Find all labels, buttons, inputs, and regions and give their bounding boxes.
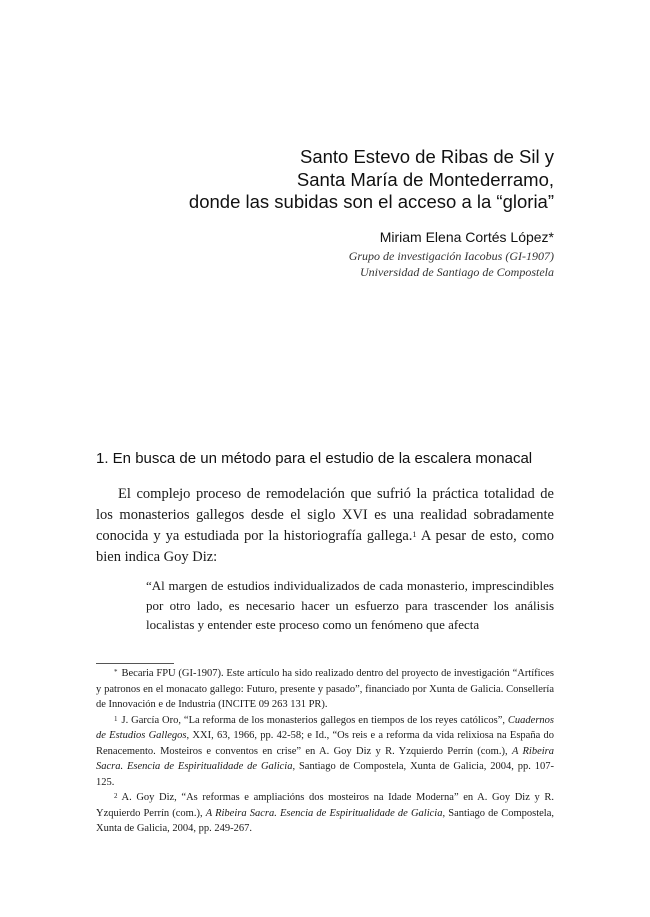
footnotes bbox=[96, 666, 554, 837]
footnote-1-mark: 1 bbox=[114, 714, 118, 723]
title-line-1: Santo Estevo de Ribas de Sil y bbox=[299, 146, 554, 167]
footnote-1-text-a: J. García Oro, “La reforma de los monasterios gallegos en tiempos de los reyes católicos”, bbox=[121, 714, 508, 726]
footnote-1-text-e: , Santiago de Compostela, Xunta de Galicia, 2004, pp. 107-125. bbox=[96, 761, 555, 788]
body-paragraph bbox=[96, 484, 554, 568]
section-heading: 1. En busca de un método para el estudio de la escalera monacal bbox=[96, 450, 533, 467]
author-affiliation-group: Grupo de investigación Iacobus (GI-1907) bbox=[348, 249, 554, 263]
footnote-2-text-a: A. Goy Diz, “As reformas e ampliacións dos mosteiros na Idade Moderna” en A. Goy Diz y R. Yzquierdo Perrín (com.), bbox=[96, 792, 554, 819]
body-paragraph-text: El complejo proceso de remodelación que sufrió la práctica totalidad de los monasterios gallegos desde el siglo XVI es una realidad sobradamente conocida y ya estudiada por la historiografía gallega. bbox=[96, 486, 554, 544]
footnote-1-journal: Cuadernos de Estudios Gallegos bbox=[96, 714, 554, 741]
author-block bbox=[134, 228, 554, 280]
block-quote: “Al margen de estudios individualizados de cada monasterio, imprescindibles por otro lado, es necesario hacer un esfuerzo para trascender los análisis localistas y entender este proceso como un fenómeno que afecta bbox=[146, 578, 554, 632]
footnote-2-book: A Ribeira Sacra. Esencia de Espiritualidade de Galicia bbox=[205, 807, 443, 819]
footnote-separator bbox=[96, 663, 174, 664]
article-title bbox=[134, 146, 554, 214]
title-line-3: donde las subidas son el acceso a la “gloria” bbox=[188, 191, 554, 212]
footnote-star-mark: * bbox=[114, 668, 118, 676]
body-paragraph-continuation: A pesar de esto, como bien indica Goy Diz: bbox=[96, 528, 554, 565]
author-name: Miriam Elena Cortés López* bbox=[379, 229, 554, 245]
title-line-2: Santa María de Montederramo, bbox=[296, 168, 554, 190]
footnote-2-mark: 2 bbox=[114, 792, 118, 800]
footnote-1-book: A Ribeira Sacra. Esencia de Espiritualidade de Galicia bbox=[96, 745, 554, 772]
footnote-star-text: Becaria FPU (GI-1907). Este artículo ha sido realizado dentro del proyecto de investigación “Artífices y patronos en el monacato gallego: Futuro, presente y pasado”, financiado por Xunta de Galicia. Consellería de Innovación e de Industria (INCITE 09 263 131 PR). bbox=[96, 668, 554, 710]
author-affiliation-university: Universidad de Santiago de Compostela bbox=[360, 265, 554, 279]
footnote-2 bbox=[96, 790, 554, 837]
footnote-1 bbox=[96, 713, 554, 791]
footnote-1-text-c: , XXI, 63, 1966, pp. 42-58; e Id., “Os reis e a reforma da vida relixiosa na España do Renacemento. Mosteiros e conventos en crise” en A. Goy Diz y R. Yzquierdo Perrín (com.), bbox=[96, 730, 554, 757]
footnote-2-text-c: , Santiago de Compostela, Xunta de Galicia, 2004, pp. 249-267. bbox=[96, 807, 554, 834]
footnote-reference-1: 1 bbox=[412, 529, 417, 539]
footnote-star bbox=[96, 666, 554, 713]
